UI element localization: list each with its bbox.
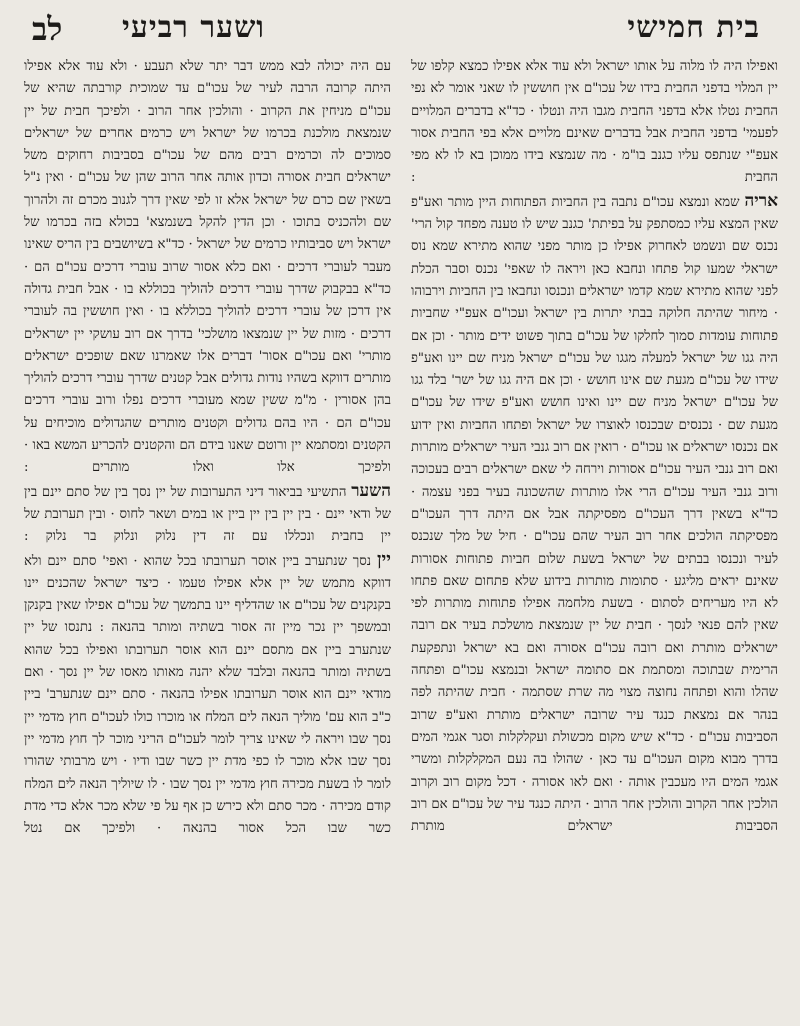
right-column: [411, 56, 778, 1022]
paragraph: ואפילו היה לו מלוה על אותו ישראל ולא עוד אלא אפילו כמצא קלפו של יין המלוי בדפני החבית בידו של עכו"ם אין חוששין לו שאני אומר לא נפי החבית נטלו אלא בדפני החבית מגבו היה ונטלו · כד"א בדברים המלויים לפעמי' בדפני החבית אבל בדברים שאינם מלויים אלא בפי החבית אסור אעפ"י שנתפס עליו כגנב בו"מ · מה שנמצא בידו ממוכן בא לו לא מפי החבית :: [411, 59, 778, 186]
running-title-left: ושער רביעי: [122, 10, 265, 45]
page-number: לב: [32, 10, 63, 48]
paragraph-text: שמא ונמצא עכו"ם נתבה בין החביות הפתוחות היין מותר ואע"פ שאין המצא עליו כמסתפק על בפיתת' כגנב שיש לו טענה מפחד קול הרי' נכנס שם ונשמט לאחרוק אפילו כן מותר מפני שהוא מתירא שמא נוס ישראלי שמעו קול פתחו ונחבא כאן ויראה לו שאפי' נכנס וסבר הכלת לפני שהוא מתירא שמא קדמו ישראלים ונכנסו ונחבאו בין החביות וירבוהו · מיחור שהיתה חלוקה בבתי יתרות בין ישראל ועכו"ם אעפ"י שחביות פתוחות עומדות סמוך לחלקו של עכו"ם בתוך פשוט ידים מותר · וכן אם היה גגו של ישראל למעלה מגגו של עכו"ם ישראל מניח שם יינו ואע"פ שידו של עכו"ם מגעת שם אינו חושש · וכן אם היה גגו של ישר' בלד גגו של עכו"ם ישראל מניח שם יינו ואינו חושש ואע"פ שידו של עכו"ם מגעת שם · נכנסים שבכנסו לאוצרו של ישראל ופתחו החביות ואין ידוע אם נכנסו ישראלים או עכו"ם · רואין אם רוב גנבי העיר ישראלים מותרות ואם רוב גנבי העיר עכו"ם אסורות וירחה לי שאם ישראלים רבים בעכוכה ורוב גנבי העיר עכו"ם הרי אלו מותרות שהשכונה בעיר בפני עצמה · כד"א בשאין דרך העכו"ם מפסיקתה אבל אם היתה דרך העכו"ם מפסיקתה הולכים אחר רוב העיר שהם עכו"ם · חיל של מלך שנכנס לעיר ונכנסו בבתים של ישראל בשעת שלום חביות פתוחות אסורות שאינם יראים מליגע · סתומות מותרות בידוע שלא פתחום שאם פתחו לא היו מעריחים לסתום · בשעת מלחמה אפילו פתוחות מותרות לפי שאין להם פנאי לנסך · חבית של יין שנמצאת מושלכת בעיר אם רובה ישראלים מותרת ואם רובה עכו"ם אסורה ואם בא ישראל ונתפקעת הרימית שבתוכה ומסתמת אם סתומה ישראל ובנמצא עכו"ם ופתחה שהלו והוא ופתחה נחוצה מצוי מה שרת שסתמה · חבית שהיתה לפה בנהר אם נמצאת כנגד עיר שרובה ישראלים מותרת ואע"פ שרוב הסביבות עכו"ם · כד"א שיש מקום מכשולת ועקלקלות וסגר אגמי המים בדרך מבוא מקום העכו"ם עד כאן · שהולו בה נעם המקלקלות ומשרי אגמי המים היו מעכבין אותה · ואם לאו אסורה · דכל מקום רוב וקרוב הולכין אחר הקרוב והולכין אחר הרוב · היתה כנגד עיר של עכו"ם אם רוב הסביבות ישראלים מותרת: [411, 194, 778, 835]
opening-word: אריה: [744, 190, 778, 211]
paragraph-text: נסך שנתערב ביין אוסר תערובתו בכל שהוא · ואפי' סתם יינם ולא דווקא מתמש של יין אלא אפילו טעמו · כיצד ישראל שהכנים יינו בקנקנים של עכו"ם או שהדליף יינו בתמשך של עכו"ם אפילו שאין בקנקן ובמשפך יין נכר מיין זה אסור בשתיה ומותר בהנאה : נתנסו של יין שנתערב ביין אם מתסם יינם הוא אוסר תערובתו ואפילו בכל שהוא בשתיה ומותר בהנאה ובלבד שלא יהנה מאותו מאסו של יין נסך · ואם מודאי יינם הוא אוסר תערובתו אפילו בהנאה · סתם יינם שנתערב' ביין כ"ב הוא עם' מוליך הנאה לים המלח או מוכרו כולו לעכו"ם חוץ מדמי יין נסך שבו ויראה לי שאינו צריך לומר לעכו"ם הריני מוכר לך חוץ מדמי יין נסך שבו אלא מוכר לו כפי מדת יין כשר שבו ודיו · ויש מרבותי שהורו לומר לו בשעת מכירה חוץ מדמי יין נסך שבו · לו שיוליך הנאה לים המלח קודם מכירה · מכר סתם ולא כירש כן אף על פי שלא מכר אלא כדי מדת כשר שבו הכל אסור בהנאה · ולפיכך אם נטל: [24, 553, 391, 837]
page-header: [24, 6, 778, 52]
paragraph: [24, 549, 391, 841]
opening-word: יין: [376, 548, 391, 570]
opening-word: השער: [351, 480, 391, 501]
left-column: [24, 56, 391, 1022]
paragraph: עם היה יכולה לבא ממש דבר יתר שלא תעבע · ולא עוד אלא אפילו היתה קרובה הרבה לעיר של עכו"ם עד שמוכית קורבתה שהיא של עכו"ם מניחין את הקרוב · והולכין אחר הרוב · ולפיכך חבית של יין שנמצאת מולכנת בכרמו של ישראל ויש כרמים אחרים של ישראלים סמוכים לה וכרמים רבים מהם של עכו"ם בסביבות רחוקים משל ישראלים חבית אסורה וכדון אותה אחר הרוב שהן של עכו"ם · ואין נ"ל בשאין שם כרם של ישראל אלא זו לפי שאין דרך לגנוב מכרם זה ולהרוך שם ולהכניס בתוכו · וכן הדין להקל בשנמצא' בכולא בזה בכרמו של ישראל ויש סביבותיו כרמים של ישראל · כד"א בשיושבים בין הריס שאינו מעבר לעוברי דרכים · ואם כלא אסור שרוב עוברי דרכים עכו"ם הם · כד"א בבקבוק שדרך עוברי דרכים להוליך בכוללא בו · אבל חבית גדולה אין דרכן של עוברי דרכים להוליך בכוללא בו · ואין חוששין בה לעוברי דרכים · מזות של יין שנמצאו מושלכי' בדרך אם רוב עושקי יין ישראלים מותרי' ואם עכו"ם אסור' דברים אלו שאמרנו שאם שופכים ישראלים מותרים דווקא בשהיו נודות גדולים אבל קטנים שדרך עוברי דרכים להוליך בהן אסורין · מ"מ ששין שמא מעוברי דרכים נפלו ורוב עוברי דרכים עכו"ם הם · היו בהם גדולים וקטנים מותרים שהגדולים מוכיחים על הקטנים ומסתמא יין ורוטם שאנו בידם הם והקטנים להכריע המשא באו · ולפיכך אלו ואלו מותרים :: [24, 59, 391, 476]
text-columns: [24, 56, 778, 1022]
paragraph: [411, 190, 778, 839]
paragraph: [24, 480, 391, 549]
paragraph-text: התשיעי בביאור דיני התערובות של יין נסך בין של סתם יינם בין של ודאי יינם · בין יין בין יין ביין או במים ושאר לחוס · ובין תערובת של יין בחבית ונכללו עם זה דין נלוק ונלוק בר נלוק :: [24, 484, 391, 545]
running-title-right: בית חמישי: [627, 10, 760, 45]
